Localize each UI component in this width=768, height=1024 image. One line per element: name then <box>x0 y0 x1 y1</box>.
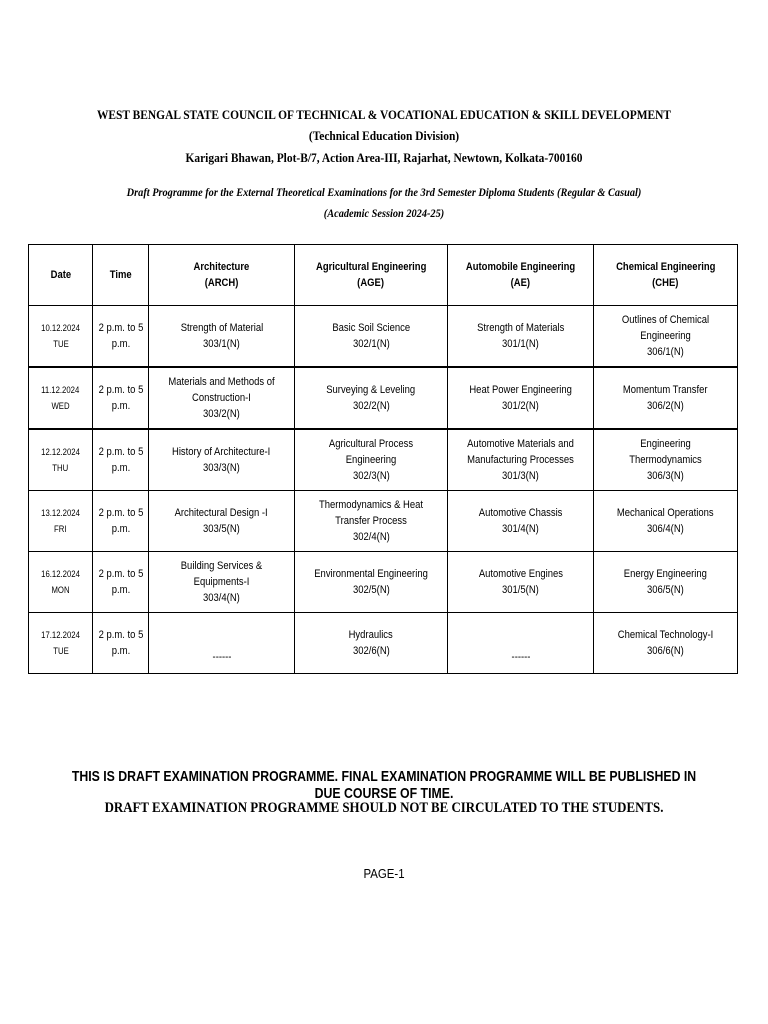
column-header-label: Chemical Engineering <box>615 261 716 273</box>
subject-code: 302/3(N) <box>352 470 390 482</box>
column-header-label: Automobile Engineering <box>465 261 576 273</box>
arch-subject-cell <box>149 613 295 674</box>
table-row <box>29 306 738 368</box>
ae-subject-cell <box>448 491 594 552</box>
table-row <box>29 429 738 491</box>
subject-code: 301/4(N) <box>502 523 539 535</box>
subject-name: Chemical Technology-I <box>617 629 714 641</box>
column-header-code: (CHE) <box>652 277 679 289</box>
date-cell <box>29 429 93 491</box>
subject-code: 306/5(N) <box>647 584 684 596</box>
subject-name: Heat Power Engineering <box>469 384 572 396</box>
subject-name: Outlines of Chemical Engineering <box>621 314 710 342</box>
date-cell <box>29 306 93 368</box>
che-subject-cell <box>594 491 738 552</box>
ae-subject-cell <box>448 367 594 429</box>
draft-notice: THIS IS DRAFT EXAMINATION PROGRAMME. FINAL EXAMINATION PROGRAMME WILL BE PUBLISHED IN DUE COURSE OF TIME. <box>71 768 697 802</box>
exam-schedule-table <box>28 244 738 674</box>
column-header-arch <box>149 245 295 306</box>
table-row <box>29 491 738 552</box>
column-header-code: (AE) <box>510 277 531 289</box>
column-header-che <box>594 245 738 306</box>
exam-time: 2 p.m. to 5 p.m. <box>98 446 143 474</box>
subject-name: Surveying & Leveling <box>326 384 416 396</box>
arch-subject-cell <box>149 429 295 491</box>
arch-subject-cell <box>149 491 295 552</box>
age-subject-cell <box>295 552 448 613</box>
che-subject-cell <box>594 306 738 368</box>
che-subject-cell <box>594 613 738 674</box>
date-cell <box>29 491 93 552</box>
che-subject-cell <box>594 552 738 613</box>
column-header-code: (AGE) <box>357 277 385 289</box>
subject-name: Energy Engineering <box>623 568 708 580</box>
subject-code: 306/6(N) <box>647 645 684 657</box>
academic-session: (Academic Session 2024-25) <box>323 206 445 220</box>
column-header-time: Time <box>93 245 149 306</box>
age-subject-cell <box>295 367 448 429</box>
subject-name: History of Architecture-I <box>172 446 271 458</box>
age-subject-cell <box>295 306 448 368</box>
subject-name: Basic Soil Science <box>332 322 410 334</box>
table-row <box>29 552 738 613</box>
date-cell <box>29 613 93 674</box>
exam-day: THU <box>52 463 69 473</box>
exam-day: TUE <box>52 646 69 656</box>
subject-name: Hydraulics <box>348 629 394 641</box>
exam-time: 2 p.m. to 5 p.m. <box>98 568 143 596</box>
subject-code: 301/5(N) <box>502 584 539 596</box>
exam-time: 2 p.m. to 5 p.m. <box>98 629 143 657</box>
column-header-age <box>295 245 448 306</box>
time-cell <box>93 552 149 613</box>
time-cell <box>93 367 149 429</box>
subject-name: Automotive Materials and Manufacturing Processes <box>467 438 574 466</box>
subject-code: 303/4(N) <box>203 592 240 604</box>
subject-name: Architectural Design -I <box>174 507 269 519</box>
age-subject-cell <box>295 613 448 674</box>
council-address: Karigari Bhawan, Plot-B/7, Action Area-III, Rajarhat, Newtown, Kolkata-700160 <box>185 150 583 165</box>
subject-code: 302/2(N) <box>352 400 390 412</box>
table-row <box>29 367 738 429</box>
subject-code: 302/5(N) <box>352 584 390 596</box>
ae-subject-cell <box>448 306 594 368</box>
subject-code: 301/3(N) <box>502 470 539 482</box>
table-header-row <box>29 245 738 306</box>
exam-date: 16.12.2024 <box>41 569 80 579</box>
exam-date: 17.12.2024 <box>41 630 80 640</box>
arch-subject-cell <box>149 306 295 368</box>
ae-subject-cell <box>448 613 594 674</box>
column-header-ae <box>448 245 594 306</box>
subject-code: 302/4(N) <box>352 531 390 543</box>
subject-code: 306/1(N) <box>647 346 684 358</box>
exam-time: 2 p.m. to 5 p.m. <box>98 322 143 350</box>
subject-code: 301/1(N) <box>502 338 539 350</box>
exam-date: 11.12.2024 <box>41 385 80 395</box>
exam-time: 2 p.m. to 5 p.m. <box>98 507 143 535</box>
no-exam-dash: ------ <box>511 651 530 663</box>
subject-name: Strength of Materials <box>476 322 565 334</box>
ae-subject-cell <box>448 552 594 613</box>
subject-name: Building Services & Equipments-I <box>180 560 263 588</box>
subject-name: Momentum Transfer <box>623 384 708 396</box>
che-subject-cell <box>594 429 738 491</box>
council-title: WEST BENGAL STATE COUNCIL OF TECHNICAL & VOCATIONAL EDUCATION & SKILL DEVELOPMENT <box>96 107 672 122</box>
subject-name: Engineering Thermodynamics <box>629 438 702 466</box>
subject-name: Agricultural Process Engineering <box>328 438 414 466</box>
arch-subject-cell <box>149 552 295 613</box>
subject-name: Automotive Engines <box>478 568 563 580</box>
column-header-label: Agricultural Engineering <box>315 261 427 273</box>
che-subject-cell <box>594 367 738 429</box>
date-cell <box>29 367 93 429</box>
age-subject-cell <box>295 429 448 491</box>
subject-code: 303/2(N) <box>203 408 240 420</box>
column-header-code: (ARCH) <box>204 277 239 289</box>
circulation-warning: DRAFT EXAMINATION PROGRAMME SHOULD NOT BE CIRCULATED TO THE STUDENTS. <box>104 800 664 816</box>
page-number: PAGE-1 <box>363 866 405 881</box>
column-header-label: Architecture <box>193 261 250 273</box>
age-subject-cell <box>295 491 448 552</box>
exam-date: 10.12.2024 <box>41 323 80 333</box>
subject-name: Strength of Material <box>180 322 263 334</box>
exam-date: 13.12.2024 <box>41 508 80 518</box>
arch-subject-cell <box>149 367 295 429</box>
subject-code: 306/4(N) <box>647 523 684 535</box>
date-cell <box>29 552 93 613</box>
exam-day: MON <box>51 585 70 595</box>
subject-code: 301/2(N) <box>502 400 539 412</box>
subject-code: 302/1(N) <box>352 338 390 350</box>
exam-day: WED <box>51 401 70 411</box>
subject-code: 303/1(N) <box>203 338 240 350</box>
exam-time: 2 p.m. to 5 p.m. <box>98 384 143 412</box>
column-header-date: Date <box>29 245 93 306</box>
exam-day: TUE <box>52 339 69 349</box>
subject-code: 302/6(N) <box>352 645 390 657</box>
subject-code: 303/5(N) <box>203 523 240 535</box>
subject-name: Mechanical Operations <box>617 507 714 519</box>
subject-name: Thermodynamics & Heat Transfer Process <box>318 499 424 527</box>
division-subtitle: (Technical Education Division) <box>308 128 460 143</box>
subject-name: Automotive Chassis <box>478 507 563 519</box>
time-cell <box>93 429 149 491</box>
table-row <box>29 613 738 674</box>
programme-title: Draft Programme for the External Theoretical Examinations for the 3rd Semester Diploma Students (Regular & Casual) <box>126 185 642 199</box>
exam-day: FRI <box>54 524 67 534</box>
subject-code: 306/3(N) <box>647 470 684 482</box>
ae-subject-cell <box>448 429 594 491</box>
time-cell <box>93 306 149 368</box>
subject-code: 303/3(N) <box>203 462 240 474</box>
subject-name: Materials and Methods of Construction-I <box>168 376 275 404</box>
time-cell <box>93 491 149 552</box>
no-exam-dash: ------ <box>212 651 231 663</box>
time-cell <box>93 613 149 674</box>
exam-date: 12.12.2024 <box>41 447 80 457</box>
subject-name: Environmental Engineering <box>314 568 428 580</box>
subject-code: 306/2(N) <box>647 400 684 412</box>
